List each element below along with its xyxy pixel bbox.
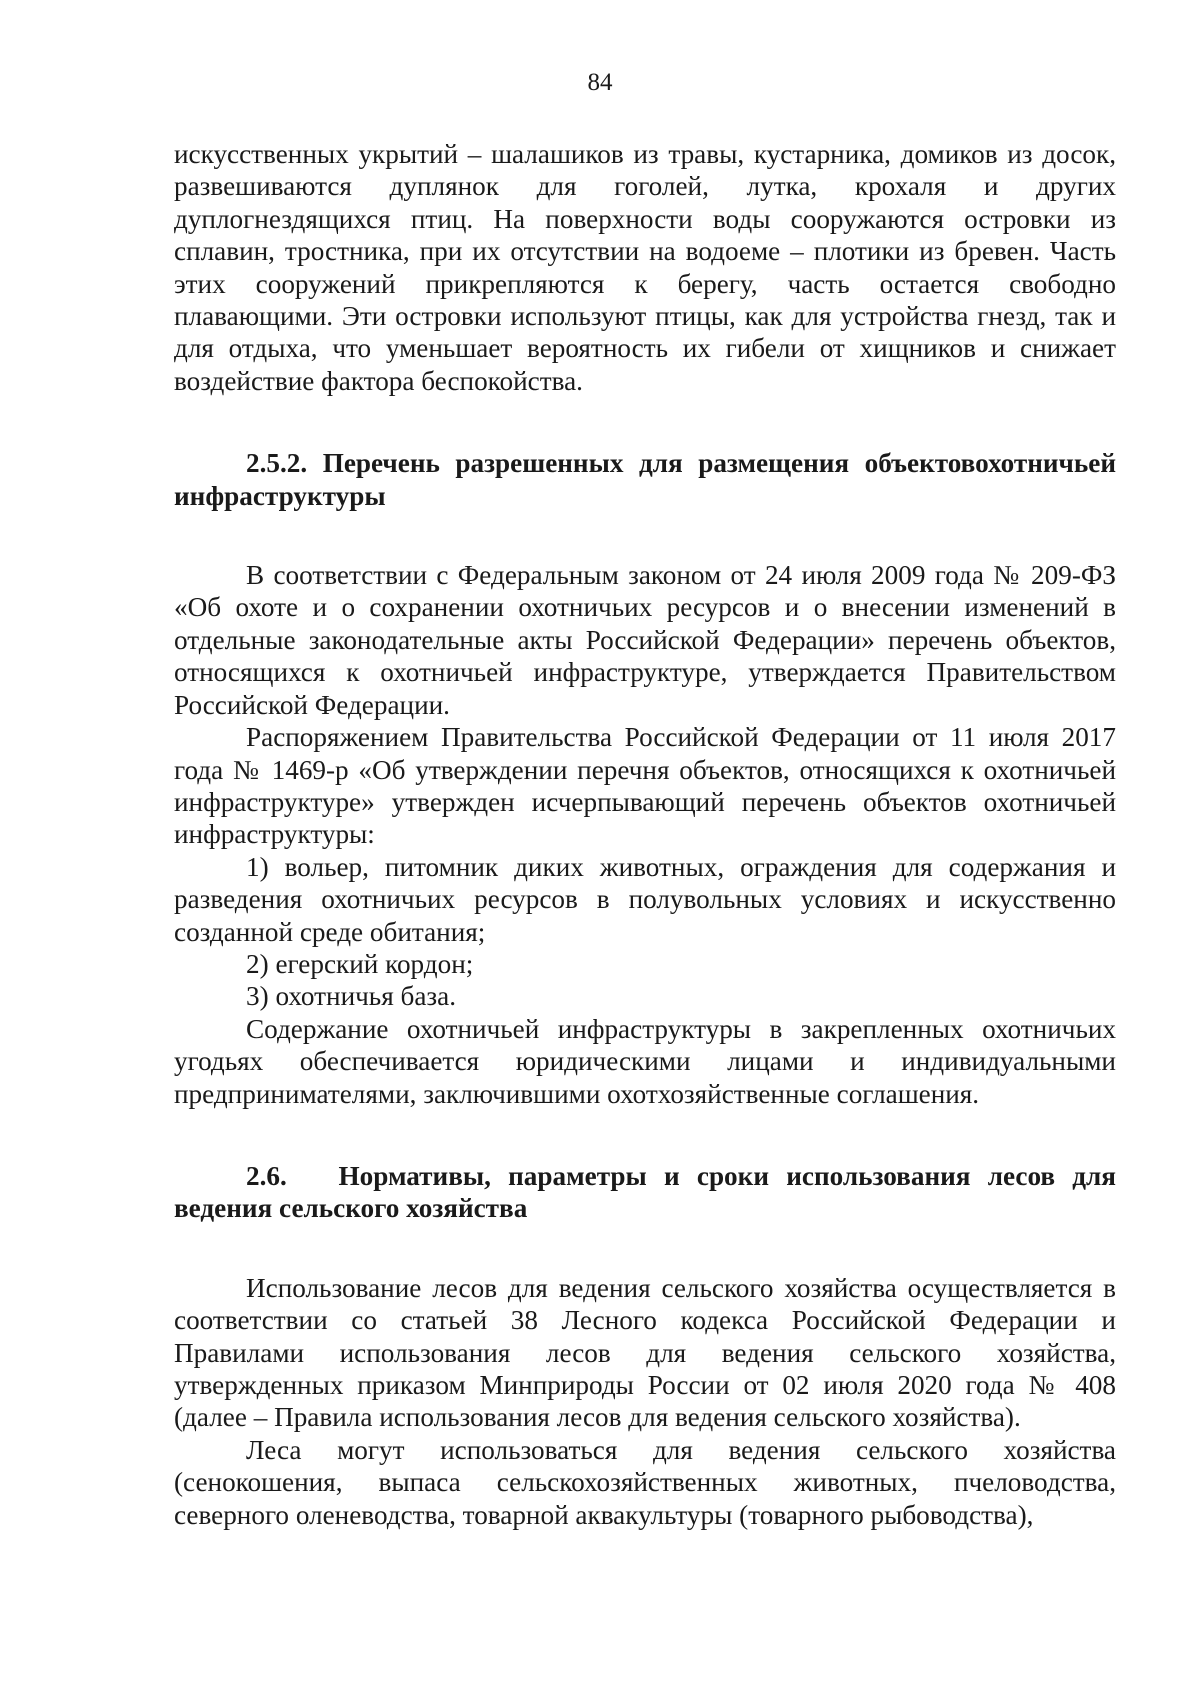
spacer — [174, 397, 1116, 447]
paragraph-federal-law: В соответствии с Федеральным законом от 24 июля 2009 года № 209-ФЗ «Об охоте и о сохранении охотничьих ресурсов и о внесении изменений в отдельные законодательные акты Российской Федерации» перечень объектов, относящихся к охотничьей инфраструктуре, утверждается Правительством Российской Федерации. — [174, 560, 1116, 720]
list-item-2: 2) егерский кордон; — [246, 948, 474, 979]
section-title: Нормативы, параметры и сроки использования лесов для ведения сельского хозяйства — [174, 1160, 1116, 1224]
section-number: 2.6. — [246, 1160, 287, 1191]
page-number: 84 — [587, 69, 613, 96]
document-body — [174, 138, 1116, 1531]
paragraph-agriculture-uses: Леса могут использоваться для ведения сельского хозяйства (сенокошения, выпаса сельскохозяйственных животных, пчеловодства, северного оленеводства, товарной аквакультуры (товарного рыбоводства), — [174, 1434, 1116, 1530]
paragraph-forest-use-rules: Использование лесов для ведения сельского хозяйства осуществляется в соответствии со статьей 38 Лесного кодекса Российской Федерации и Правилами использования лесов для ведения сельского хозяйства, утвержденных приказом Минприроды России от 02 июля 2020 года № 408 (далее – Правила использования лесов для ведения сельского хозяйства). — [174, 1272, 1116, 1433]
paragraph-infrastructure-maintenance: Содержание охотничьей инфраструктуры в закрепленных охотничьих угодьях обеспечивается юридическими лицами и индивидуальными предпринимателями, заключившими охотхозяйственные соглашения. — [174, 1013, 1116, 1109]
section-heading-2-6 — [174, 1160, 1116, 1225]
list-item-3: 3) охотничья база. — [246, 981, 457, 1012]
list-item-1: 1) вольер, питомник диких животных, ограждения для содержания и разведения охотничьих ресурсов в полувольных условиях и искусственно созданной среде обитания; — [174, 851, 1116, 947]
paragraph-government-order: Распоряжением Правительства Российской Федерации от 11 июля 2017 года № 1469-р «Об утверждении перечня объектов, относящихся к охотничьей инфраструктуре» утвержден исчерпывающий перечень объектов охотничьей инфраструктуры: — [174, 722, 1116, 850]
section-heading-2-5-2: 2.5.2. Перечень разрешенных для размещения объектовохотничьей инфраструктуры — [174, 448, 1116, 511]
spacer — [174, 1225, 1116, 1272]
spacer — [174, 512, 1116, 559]
spacer — [174, 1110, 1116, 1160]
paragraph-shelters: искусственных укрытий – шалашиков из травы, кустарника, домиков из досок, развешиваются дуплянок для гоголей, лутка, крохаля и других дуплогнездящихся птиц. На поверхности воды сооружаются островки из сплавин, тростника, при их отсутствии на водоеме – плотики из бревен. Часть этих сооружений прикрепляются к берегу, часть остается свободно плавающими. Эти островки используют птицы, как для устройства гнезд, так и для отдыха, что уменьшает вероятность их гибели от хищников и снижает воздействие фактора беспокойства. — [174, 139, 1116, 396]
